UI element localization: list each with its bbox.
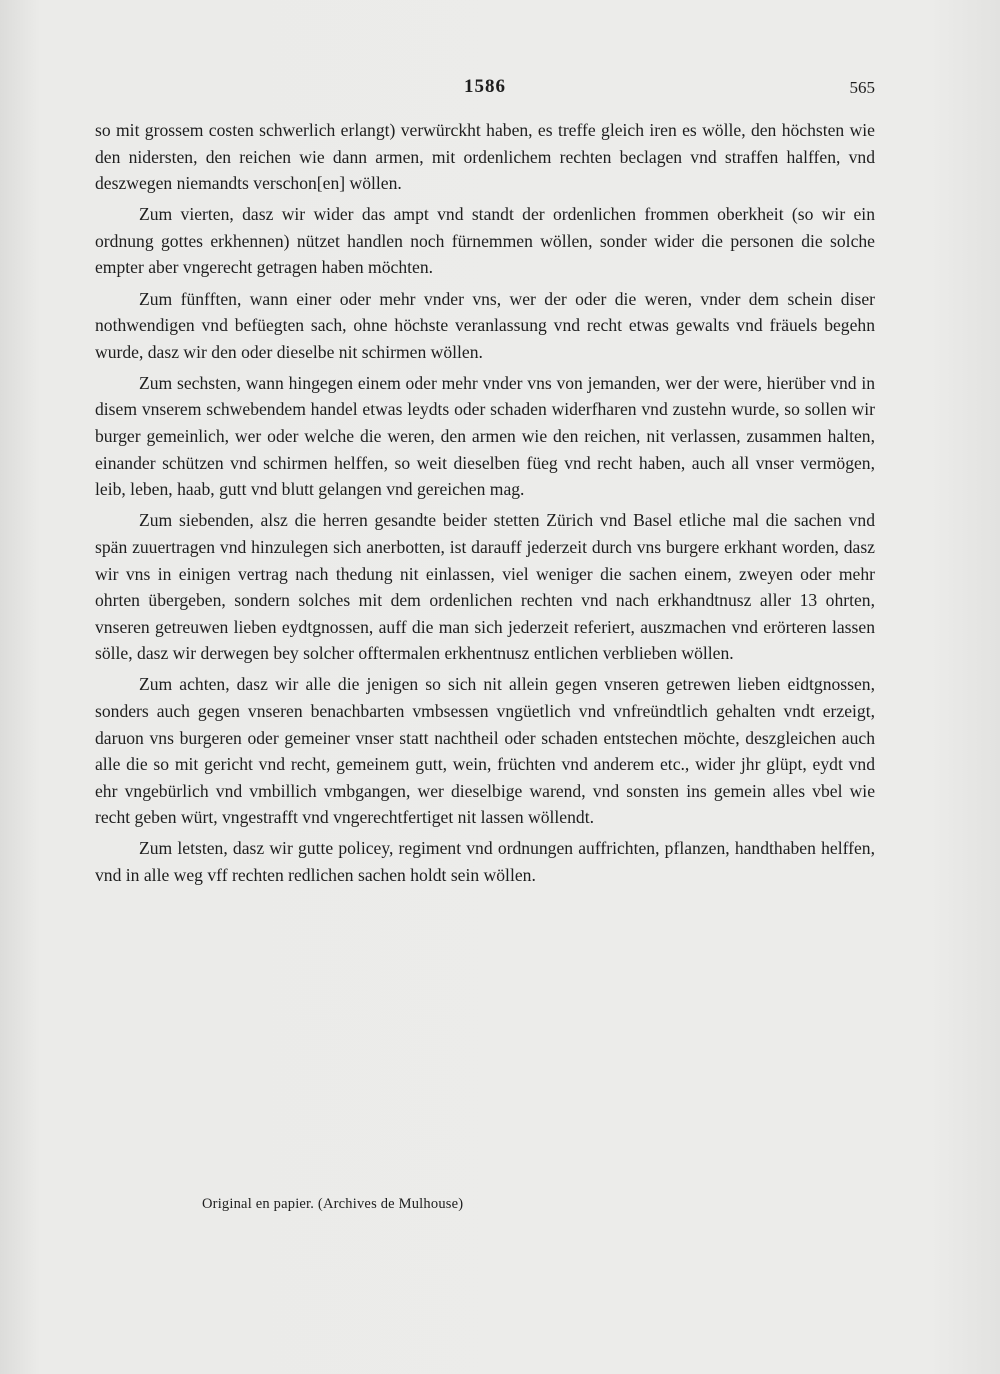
running-head-year: 1586 — [464, 76, 506, 97]
paragraph-fifth: Zum fünfften, wann einer oder mehr vnder vns, wer der oder die weren, vnder dem schein diser nothwendigen vnd befüegten sach, ohne höchste veranlassung vnd recht etwas gewalts vnd fräuels begehn wurde, dasz wir den oder dieselbe nit schirmen wöllen. — [95, 288, 875, 362]
paragraph-sixth: Zum sechsten, wann hingegen einem oder mehr vnder vns von jemanden, wer der were, hierüber vnd in disem vnserem schwebendem handel etwas leydts oder schaden widerfharen vnd zustehn wurde, so sollen wir burger gemeinlich, wer oder welche die weren, den armen wie den reichen, nit verlassen, zusammen halten, einander schützen vnd schirmen helffen, so weit dieselben füeg vnd recht haben, auch all vnser vermögen, leib, leben, haab, gutt vnd blutt gelangen vnd gereichen mag. — [95, 372, 875, 500]
paragraph-continuation: so mit grossem costen schwerlich erlangt) verwürckht haben, es treffe gleich iren es wölle, den höchsten wie den nidersten, den reichen wie dann armen, mit ordenlichem rechten beclagen vnd straffen halffen, vnd deszwegen niemandts verschon[en] wöllen. — [95, 120, 875, 194]
paragraph-seventh: Zum siebenden, alsz die herren gesandte beider stetten Zürich vnd Basel etliche mal die sachen vnd spän zuuertragen vnd hinzulegen sich anerbotten, ist darauff jederzeit durch vns burgere erkhant worden, dasz wir vns in einigen vertrag nach thedung nit einlassen, viel weniger die sachen einem, zweyen oder mehr ohrten übergeben, sondern solches mit dem ordenlichen rechten vnd nach erkhandtnusz aller 13 ohrten, vnseren getreuwen lieben eydtgnossen, auff die man sich jederzeit referiert, auszmachen vnd erörteren lassen sölle, dasz wir derwegen bey solcher offtermalen erkhentnusz entlichen verblieben wöllen. — [95, 510, 875, 664]
paragraph-eighth: Zum achten, dasz wir alle die jenigen so sich nit allein gegen vnseren getrewen lieben eidtgnossen, sonders auch gegen vnseren benachbarten vmbsessen vngüetlich vnd vnfreündtlich gehalten vndt erzeigt, daruon vns burgeren oder gemeiner vnser statt nachtheil oder schaden entstechen möchte, deszgleichen auch alle die so mit gericht vnd recht, gemeinem gutt, wein, früchten vnd anderem etc., wider jhr glüpt, eydt vnd ehr vngebürlich vnd vmbillich vmbgangen, wer dieselbige warend, vnd sonsten ins gemein alles vbel wie recht geben würt, vngestrafft vnd vngerechtfertiget nit lassen wöllendt. — [95, 674, 875, 828]
page-header — [95, 76, 875, 104]
page-number: 565 — [849, 78, 875, 97]
paragraph-fourth: Zum vierten, dasz wir wider das ampt vnd standt der ordenlichen frommen oberkheit (so wir ein ordnung gottes erkhennen) nützet handlen noch fürnemmen wöllen, sonder wider die personen die solche empter aber vngerecht getragen haben möchten. — [95, 204, 875, 278]
body-text — [95, 117, 875, 893]
paragraph-last: Zum letsten, dasz wir gutte policey, regiment vnd ordnungen auffrichten, pflanzen, handthaben helffen, vnd in alle weg vff rechten redlichen sachen holdt sein wöllen. — [95, 838, 875, 886]
source-note: Original en papier. (Archives de Mulhouse) — [202, 1196, 464, 1212]
